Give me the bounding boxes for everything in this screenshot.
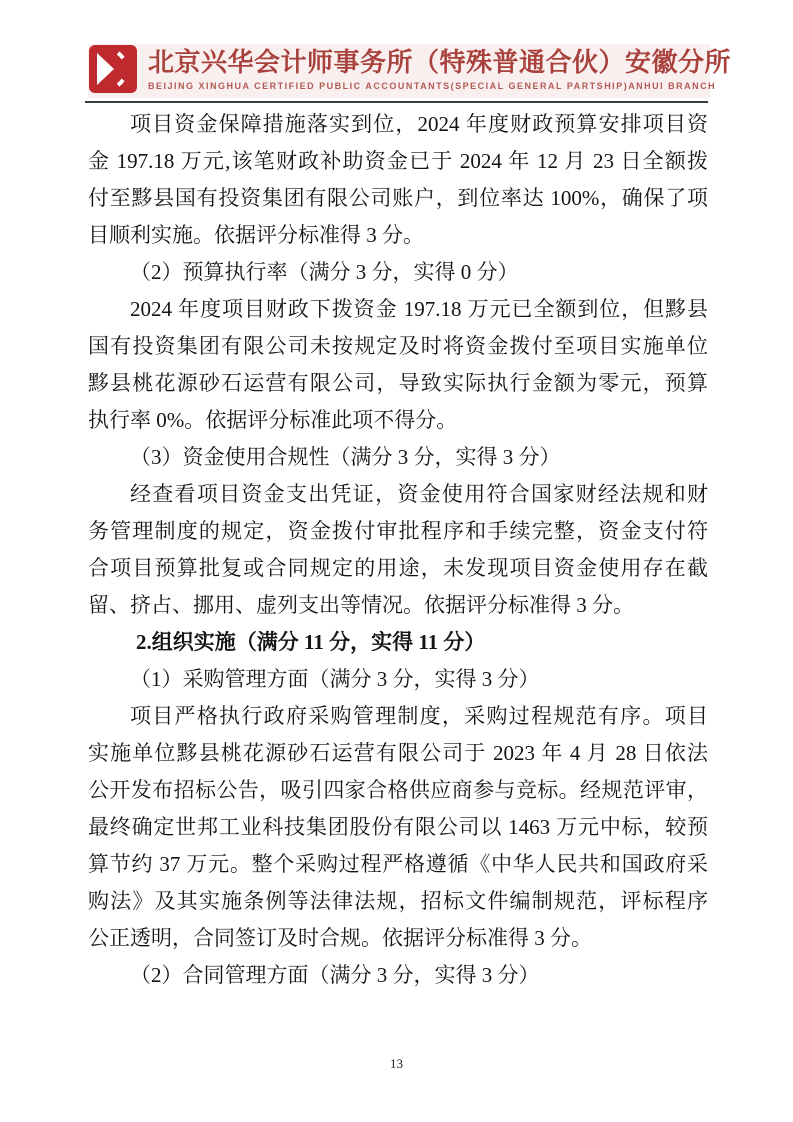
- text-line: 项目严格执行政府采购管理制度，采购过程规范有序。项目: [130, 704, 708, 728]
- text-line: （2）预算执行率（满分 3 分，实得 0 分）: [130, 260, 519, 284]
- text-line: 黟县桃花源砂石运营有限公司，导致实际执行金额为零元，预算: [88, 371, 708, 395]
- text-line: 合项目预算批复或合同规定的用途，未发现项目资金使用存在截: [88, 556, 708, 580]
- text-line: 项目资金保障措施落实到位，2024 年度财政预算安排项目资: [130, 112, 708, 136]
- text-line: 留、挤占、挪用、虚列支出等情况。依据评分标准得 3 分。: [88, 593, 634, 617]
- letterhead: [88, 44, 732, 98]
- text-line: （1）采购管理方面（满分 3 分，实得 3 分）: [130, 667, 540, 691]
- text-line: 实施单位黟县桃花源砂石运营有限公司于 2023 年 4 月 28 日依法: [88, 741, 708, 765]
- text-line: 公正透明，合同签订及时合规。依据评分标准得 3 分。: [88, 926, 592, 950]
- text-line: 购法》及其实施条例等法律法规，招标文件编制规范，评标程序: [88, 889, 708, 913]
- text-line: （3）资金使用合规性（满分 3 分，实得 3 分）: [130, 445, 561, 469]
- text-line: 金 197.18 万元,该笔财政补助资金已于 2024 年 12 月 23 日全额拨: [88, 149, 708, 173]
- page-number: 13: [390, 1056, 403, 1071]
- header-divider: [85, 101, 708, 103]
- text-line: 最终确定世邦工业科技集团股份有限公司以 1463 万元中标，较预: [88, 815, 708, 839]
- letterhead-titles: [148, 44, 731, 91]
- organization-name-en: BEIJING XINGHUA CERTIFIED PUBLIC ACCOUNTANTS(SPECIAL GENERAL PARTSHIP)ANHUI BRANCH: [148, 81, 717, 91]
- text-line: 2.组织实施（满分 11 分，实得 11 分）: [136, 630, 486, 654]
- document-body: [88, 106, 708, 994]
- text-line: 国有投资集团有限公司未按规定及时将资金拨付至项目实施单位: [88, 334, 708, 358]
- text-line: 2024 年度项目财政下拨资金 197.18 万元已全额到位，但黟县: [130, 297, 708, 321]
- text-line: 执行率 0%。依据评分标准此项不得分。: [88, 408, 458, 432]
- text-line: 目顺利实施。依据评分标准得 3 分。: [88, 223, 424, 247]
- text-line: 公开发布招标公告，吸引四家合格供应商参与竞标。经规范评审，: [88, 778, 708, 802]
- text-line: 付至黟县国有投资集团有限公司账户，到位率达 100%，确保了项: [88, 186, 708, 210]
- text-line: （2）合同管理方面（满分 3 分，实得 3 分）: [130, 963, 540, 987]
- text-line: 务管理制度的规定，资金拨付审批程序和手续完整，资金支付符: [88, 519, 708, 543]
- text-line: 算节约 37 万元。整个采购过程严格遵循《中华人民共和国政府采: [88, 852, 708, 876]
- text-line: 经查看项目资金支出凭证，资金使用符合国家财经法规和财: [130, 482, 708, 506]
- company-logo-icon: [88, 44, 138, 94]
- organization-name-cn: 北京兴华会计师事务所（特殊普通合伙）安徽分所: [148, 47, 732, 77]
